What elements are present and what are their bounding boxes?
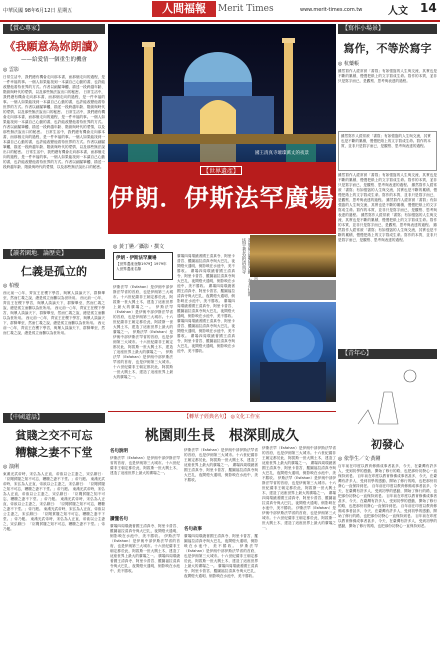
article-author: ◎ 依學生／文‧黃剛 <box>338 456 381 462</box>
article-body: 西元前一○年，齊宣王在稷下學宮，與眾人談論天下，群賢畢至，然而仁義之說，總是孤立而難以為世所用。 西元前一○年，齊宣王在稷下學宮，與眾人談論天下，群賢畢至，然而仁義之說，總是孤立而難以為世所用。 西元前一○年，齊宣王在稷下學宮，與眾人談論天下，群賢畢至，然而仁義之說，總是孤立而難以為世所用。 西元前一○年，齊宣王在稷下學宮，與眾人談論天下，群賢畢至，然而仁義之說，總是孤立而難以為世所用。 西元前一○年，齊宣王在稷下學宮，與眾人談論天下，群賢畢至，然而仁義之說，總是孤立而難以為世所用。 <box>3 291 105 335</box>
illustration <box>338 362 437 432</box>
quote-section-heading: 名句說明 <box>110 449 128 454</box>
article-subtitle: ——給愛情一個重生的機會 <box>20 57 87 63</box>
square-photo <box>250 280 336 300</box>
banner-label: 【世界遺產】 <box>200 166 242 175</box>
article-title: 《我願意為妳朗讀》 <box>4 40 104 53</box>
section-bar: 【讀者園地．論歷史】 <box>3 249 105 259</box>
photo-caption: 國王清真寺璀璨萬丈的夜景 <box>255 151 309 156</box>
newspaper-english-name: Merit Times <box>218 4 274 14</box>
article-author: ◎ 柏慢 <box>3 283 19 289</box>
article-title: 初發心 <box>371 438 404 451</box>
issue-date: 中華民國 98年6月12日 星期五 <box>3 8 73 14</box>
article-body-col1: 伊斯法罕（Esfahan）是伊朗中部伊斯法罕省的首府，也是伊朗第三大城市。十六世紀薩非王朝定都於此，阿拔斯一世大興土木，建造了這座世界上最大的廣場之一。 伊斯法罕（Esfahan）是伊朗中部伊斯法罕省的首府，也是伊朗第三大城市。十六世紀薩非王朝定都於此，阿拔斯一世大興土木，建造了這座世界上最大的廣場之一。 伊斯法罕（Esfahan）是伊朗中部伊斯法罕省的首府，也是伊朗第三大城市。十六世紀薩非王朝定都於此，阿拔斯一世大興土木，建造了這座世界上最大的廣場之一。 伊斯法罕（Esfahan）是伊朗中部伊斯法罕省的首府，也是伊朗第三大城市。十六世紀薩非王朝定都於此，阿拔斯一世大興土木，建造了這座世界上最大的廣場之一。 <box>113 285 173 379</box>
divider <box>108 411 336 412</box>
article-body: 雖然寫作人經常被「書寫」有如強盜的人生與交流，其實也是不斷的累積，慢慢把紙上的文字寫成生命。寫作的本質，並非只是寫字而已，是觀察、思考與表達的過程。 <box>338 69 437 83</box>
article-title: 貧賤之交不可忘 <box>15 429 93 442</box>
newspaper-logo: 人間福報 <box>152 1 216 17</box>
section-bar: 【寫作小場景】 <box>338 24 437 34</box>
palace-photo <box>250 235 336 277</box>
article-body: 日常生活中，我們總有機會走向那本書，而那個走向的過程，是一件幸福的事。一個人如果能找到一本讓自己心動的書，也許能改變他看待世界的方式。作者以細膩筆觸，描述一段跨越年齡、階級與時代的愛情，以及那些無法說出口的秘密。 日常生活中，我們總有機會走向那本書，而那個走向的過程，是一件幸福的事。一個人如果能找到一本讓自己心動的書，也許能改變他看待世界的方式。作者以細膩筆觸，描述一段跨越年齡、階級與時代的愛情，以及那些無法說出口的秘密。 日常生活中，我們總有機會走向那本書，而那個走向的過程，是一件幸福的事。一個人如果能找到一本讓自己心動的書，也許能改變他看待世界的方式。作者以細膩筆觸，描述一段跨越年齡、階級與時代的愛情，以及那些無法說出口的秘密。 日常生活中，我們總有機會走向那本書，而那個走向的過程，是一件幸福的事。一個人如果能找到一本讓自己心動的書，也許能改變他看待世界的方式。作者以細膩筆觸，描述一段跨越年齡、階級與時代的愛情，以及那些無法說出口的秘密。 日常生活中，我們總有機會走向那本書，而那個走向的過程，是一件幸福的事。一個人如果能找到一本讓自己心動的書，也許能改變他看待世界的方式。作者以細膩筆觸，描述一段跨越年齡、階級與時代的愛情，以及那些無法說出口的秘密。 <box>3 75 105 169</box>
info-box-text: 【世界遺產登錄1979】1979年入世界遺產名錄 <box>116 262 167 271</box>
section-bar: 【賞心專家】 <box>3 24 105 34</box>
info-box-title: 伊朗・伊斯法罕廣場 <box>116 256 157 261</box>
right-column <box>338 24 437 644</box>
website-url: www.merit-times.com.tw <box>300 7 363 13</box>
section-bar: 【中國道話】 <box>3 413 105 423</box>
article-body: 雖然寫作人經常被「書寫」有如強盜的人生與交流，其實也是不斷的累積，慢慢把紙上的文字寫成生命。寫作的本質，並非只是寫字而已，是觀察、思考與表達的過程。 雖然寫作人經常被「書寫」有如強盜的人生與交流，其實也是不斷的累積，慢慢把紙上的文字寫成生命。寫作的本質，並非只是寫字而已，是觀察、思考與表達的過程。 雖然寫作人經常被「書寫」有如強盜的人生與交流，其實也是不斷的累積，慢慢把紙上的文字寫成生命。寫作的本質，並非只是寫字而已，是觀察、思考與表達的過程。 雖然寫作人經常被「書寫」有如強盜的人生與交流，其實也是不斷的累積，慢慢把紙上的文字寫成生命。寫作的本質，並非只是寫字而已，是觀察、思考與表達的過程。 雖然寫作人經常被「書寫」有如強盜的人生與交流，其實也是不斷的累積，慢慢把紙上的文字寫成生命。寫作的本質，並非只是寫字而已，是觀察、思考與表達的過程。 <box>338 173 437 242</box>
quote-text: 伊斯法罕（Esfahan）是伊朗中部伊斯法罕省的首府，也是伊朗第三大城市。十六世紀薩非王朝定都於此，阿拔斯一世大興土木，建造了這座世界上最大的廣場之一。 <box>110 456 180 475</box>
quote-section-heading: 名句故事 <box>184 527 202 532</box>
feature-title: 伊朗．伊斯法罕廣場 <box>109 183 335 212</box>
dome-photo <box>250 302 336 402</box>
quote-col3: 伊斯法罕（Esfahan）是伊朗中部伊斯法罕省的首府，也是伊朗第三大城市。十六世紀薩非王朝定都於此，阿拔斯一世大興土木，建造了這座世界上最大的廣場之一。 廣場四周環繞著國王清真寺、阿里卡普宮、羅圖福拉清真寺與大巴扎，夜間燈火通明，倒影映在水池中，美不勝收。 伊斯法罕（Esfahan）是伊朗中部伊斯法罕省的首府，也是伊朗第三大城市。十六世紀薩非王朝定都於此，阿拔斯一世大興土木，建造了這座世界上最大的廣場之一。 廣場四周環繞著國王清真寺、阿里卡普宮、羅圖福拉清真寺與大巴扎，夜間燈火通明，倒影映在水池中，美不勝收。 伊斯法罕（Esfahan）是伊朗中部伊斯法罕省的首府，也是伊朗第三大城市。十六世紀薩非王朝定都於此，阿拔斯一世大興土木，建造了這座世界上最大的廣場之一。 <box>262 446 336 530</box>
child-drawing <box>338 362 437 432</box>
section-label: 【轉草子經典名句】 ◎文化工作室 <box>184 414 260 420</box>
article-title: 寫作，不等於寫字 <box>343 42 432 55</box>
quote-text: 伊斯法罕（Esfahan）是伊朗中部伊斯法罕省的首府，也是伊朗第三大城市。十六世紀薩非王朝定都於此，阿拔斯一世大興土木，建造了這座世界上最大的廣場之一。 廣場四周環繞著國王清真寺、阿里卡普宮、羅圖福拉清真寺與大巴扎，夜間燈火通明，倒影映在水池中，美不勝收。 <box>184 448 258 482</box>
classic-quote-title: 桃園則生長 根深則成久 <box>145 428 299 444</box>
article-author: ◎ 演俐 <box>3 464 19 470</box>
article-author: ◎ 杭藥帳 <box>338 61 359 67</box>
photo-side-caption: 曾是 ，右 法罕著名的清真寺 <box>241 238 258 283</box>
article-body-col3 <box>239 298 249 408</box>
pull-quote: 雖然寫作人經常被「書寫」有如強盜的人生與交流，其實也是不斷的累積，慢慢把紙上的文字寫成生命。寫作的本質，並非只是寫字而已，是觀察、思考與表達的過程。 <box>338 131 437 171</box>
quote-col2 <box>184 446 258 668</box>
quote-text: 廣場四周環繞著國王清真寺、阿里卡普宮、羅圖福拉清真寺與大巴扎，夜間燈火通明，倒影映在水池中，美不勝收。 伊斯法罕（Esfahan）是伊朗中部伊斯法罕省的首府，也是伊朗第三大城市。十六世紀薩非王朝定都於此，阿拔斯一世大興土木，建造了這座世界上最大的廣場之一。 廣場四周環繞著國王清真寺、阿里卡普宮、羅圖福拉清真寺與大巴扎，夜間燈火通明，倒影映在水池中，美不勝收。 <box>110 524 180 573</box>
article-body: 百年前在印度以教育修佛成事者甚多，今天，在臺灣有許多人，受到初學的感動，開始了修行的路，也把那份初發心一直保持到老。 百年前在印度以教育修佛成事者甚多，今天，在臺灣有許多人，受到初學的感動，開始了修行的路，也把那份初發心一直保持到老。 百年前在印度以教育修佛成事者甚多，今天，在臺灣有許多人，受到初學的感動，開始了修行的路，也把那份初發心一直保持到老。 百年前在印度以教育修佛成事者甚多，今天，在臺灣有許多人，受到初學的感動，開始了修行的路，也把那份初發心一直保持到老。 百年前在印度以教育修佛成事者甚多，今天，在臺灣有許多人，受到初學的感動，開始了修行的路，也把那份初發心一直保持到老。 百年前在印度以教育修佛成事者甚多，今天，在臺灣有許多人，受到初學的感動，開始了修行的路，也把那份初發心一直保持到老。 <box>338 464 437 528</box>
quote-col1 <box>110 446 180 668</box>
article-body: 東漢光武帝時，宋弘為人正直，帝欲以公主妻之，宋弘辭曰：「臣聞貧賤之知不可忘，糟糠之妻不下堂。」帝乃罷。 東漢光武帝時，宋弘為人正直，帝欲以公主妻之，宋弘辭曰：「臣聞貧賤之知不可忘，糟糠之妻不下堂。」帝乃罷。 東漢光武帝時，宋弘為人正直，帝欲以公主妻之，宋弘辭曰：「臣聞貧賤之知不可忘，糟糠之妻不下堂。」帝乃罷。 東漢光武帝時，宋弘為人正直，帝欲以公主妻之，宋弘辭曰：「臣聞貧賤之知不可忘，糟糠之妻不下堂。」帝乃罷。 東漢光武帝時，宋弘為人正直，帝欲以公主妻之，宋弘辭曰：「臣聞貧賤之知不可忘，糟糠之妻不下堂。」帝乃罷。 東漢光武帝時，宋弘為人正直，帝欲以公主妻之，宋弘辭曰：「臣聞貧賤之知不可忘，糟糠之妻不下堂。」帝乃罷。 <box>3 472 105 531</box>
quote-text: 廣場四周環繞著國王清真寺、阿里卡普宮、羅圖福拉清真寺與大巴扎，夜間燈火通明，倒影映在水池中，美不勝收。 伊斯法罕（Esfahan）是伊朗中部伊斯法罕省的首府，也是伊朗第三大城市。十六世紀薩非王朝定都於此，阿拔斯一世大興土木，建造了這座世界上最大的廣場之一。 廣場四周環繞著國王清真寺、阿里卡普宮、羅圖福拉清真寺與大巴扎，夜間燈火通明，倒影映在水池中，美不勝收。 <box>184 534 258 578</box>
left-column <box>3 24 105 642</box>
article-byline: ◎ 黃丁嬿／攝影・撰文 <box>113 244 164 250</box>
info-box <box>113 252 173 280</box>
quote-section-heading: 讀懂名句 <box>110 517 128 522</box>
section-bar: 【青年心】 <box>338 349 437 359</box>
page-number: 14 <box>420 1 437 15</box>
article-title: 仁義是孤立的 <box>21 265 87 278</box>
dome-illustration <box>250 302 336 402</box>
article-title-line2: 糟糠之妻不下堂 <box>15 446 93 459</box>
article-body-col2: 廣場四周環繞著國王清真寺、阿里卡普宮、羅圖福拉清真寺與大巴扎，夜間燈火通明，倒影映在水池中，美不勝收。 廣場四周環繞著國王清真寺、阿里卡普宮、羅圖福拉清真寺與大巴扎，夜間燈火通明，倒影映在水池中，美不勝收。 廣場四周環繞著國王清真寺、阿里卡普宮、羅圖福拉清真寺與大巴扎，夜間燈火通明，倒影映在水池中，美不勝收。 廣場四周環繞著國王清真寺、阿里卡普宮、羅圖福拉清真寺與大巴扎，夜間燈火通明，倒影映在水池中，美不勝收。 廣場四周環繞著國王清真寺、阿里卡普宮、羅圖福拉清真寺與大巴扎，夜間燈火通明，倒影映在水池中，美不勝收。 廣場四周環繞著國王清真寺、阿里卡普宮、羅圖福拉清真寺與大巴扎，夜間燈火通明，倒影映在水池中，美不勝收。 <box>177 254 235 353</box>
section-name: 人文 <box>388 6 408 17</box>
article-author: ◎ 雲影 <box>3 67 19 73</box>
